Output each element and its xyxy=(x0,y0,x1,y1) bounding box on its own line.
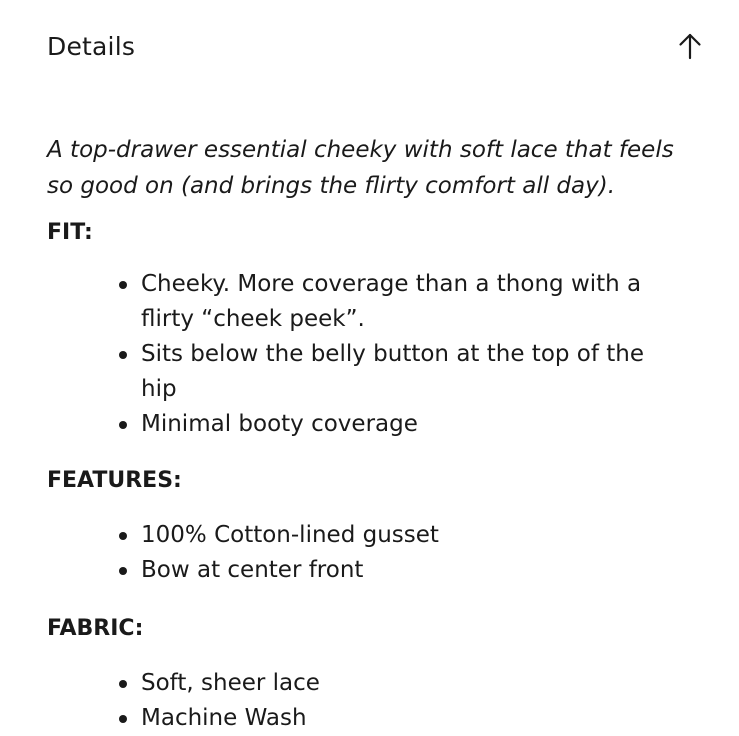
list-item: Machine Wash xyxy=(117,701,699,736)
list-item: Sits below the belly button at the top of the hip xyxy=(117,337,657,407)
fabric-heading: FABRIC: xyxy=(47,616,144,641)
list-item: Cheeky. More coverage than a thong with a flirty “cheek peek”. xyxy=(117,267,657,337)
arrow-up-icon[interactable] xyxy=(675,29,705,63)
list-item: Bow at center front xyxy=(117,553,699,588)
features-list xyxy=(117,518,699,588)
details-content xyxy=(47,132,699,736)
features-heading: FEATURES: xyxy=(47,468,182,493)
list-item: 100% Cotton-lined gusset xyxy=(117,518,699,553)
fit-heading: FIT: xyxy=(47,220,93,245)
fit-list xyxy=(117,267,657,442)
details-accordion-header[interactable] xyxy=(47,26,705,66)
details-title: Details xyxy=(47,31,136,61)
list-item: Soft, sheer lace xyxy=(117,666,699,701)
product-description: A top-drawer essential cheeky with soft lace that feels so good on (and brings the flirty comfort all day). xyxy=(47,137,674,199)
list-item: Minimal booty coverage xyxy=(117,407,657,442)
fabric-list xyxy=(117,666,699,736)
